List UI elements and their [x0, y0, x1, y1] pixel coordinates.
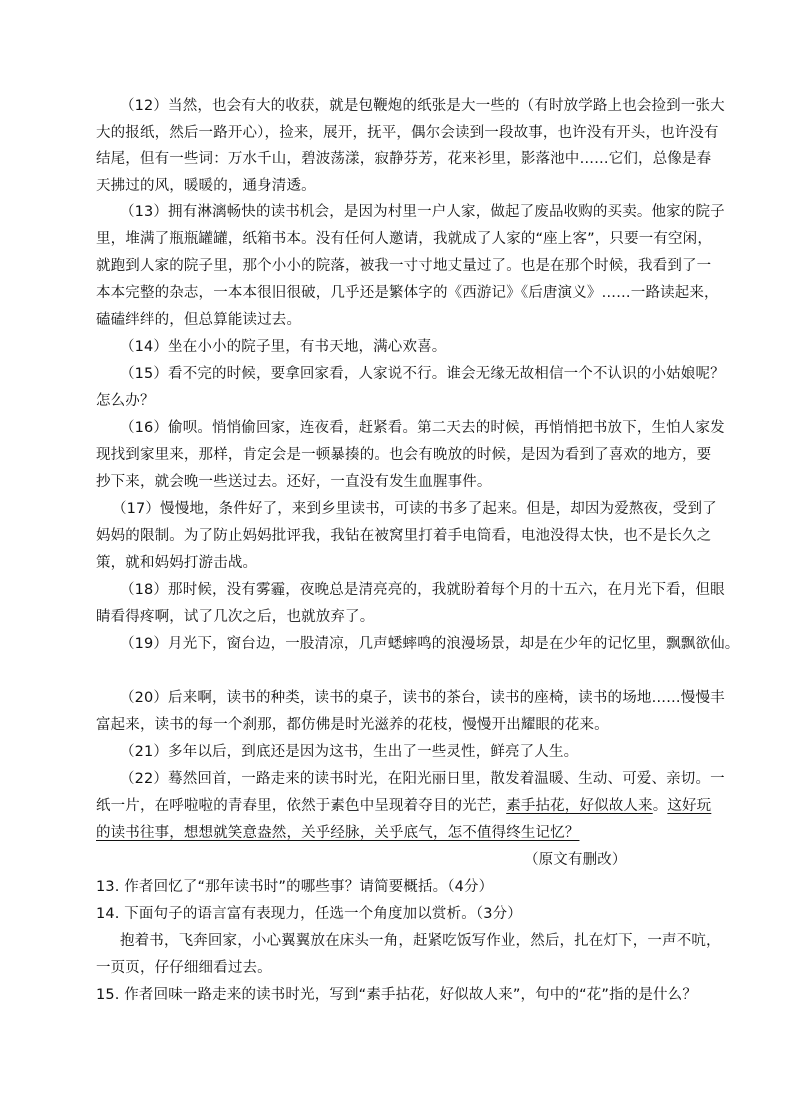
underlined-sentence-end: 的读书往事，想想就笑意盎然，关乎经脉，关乎底气，怎不值得终生记忆？: [96, 825, 580, 841]
paragraph-22-line-1: （22）蓦然回首，一路走来的读书时光，在阳光丽日里，散发着温暖、生动、可爱、亲切。一: [120, 771, 725, 787]
question-14-quote-line-1: 抱着书，飞奔回家，小心翼翼放在床头一角，赶紧吃饭写作业，然后，扎在灯下，一声不吭，: [120, 933, 721, 949]
source-note: （原文有删改）: [524, 852, 627, 868]
question-13: 13. 作者回忆了“那年读书时”的哪些事？请简要概括。（4分）: [96, 879, 494, 895]
paragraph-12-line-4: 天拂过的风，暖暖的，通身清透。: [96, 178, 316, 194]
underlined-sentence-start: 这好玩: [667, 798, 712, 814]
paragraph-13-line-4: 本本完整的杂志，一本本很旧很破，几乎还是繁体字的《西游记》《后唐演义》……一路读起来，: [96, 285, 719, 301]
paragraph-13-line-2: 里，堆满了瓶瓶罐罐，纸箱书本。没有任何人邀请，我就成了人家的“座上客”，只要一有空闲，: [96, 231, 712, 247]
question-14-quote-line-2: 一页页，仔仔细细看过去。: [96, 960, 272, 976]
paragraph-16-line-3: 抄下来，就会晚一些送过去。还好，一直没有发生血腥事件。: [96, 474, 492, 490]
paragraph-12-line-1: （12）当然，也会有大的收获，就是包鞭炮的纸张是大一些的（有时放学路上也会捡到一张大: [120, 98, 725, 114]
paragraph-20-line-2: 富起来，读书的每一个刹那，都仿佛是时光滋养的花枝，慢慢开出耀眼的花来。: [96, 717, 609, 733]
question-15: 15. 作者回味一路走来的读书时光，写到“素手拈花，好似故人来”，句中的“花”指的是什么？: [96, 987, 697, 1003]
paragraph-18-line-2: 睛看得疼啊，试了几次之后，也就放弃了。: [96, 609, 375, 625]
paragraph-16-line-2: 现找到家里来，那样，肯定会是一顿暴揍的。也会有晚放的时候，是因为看到了喜欢的地方，要: [96, 447, 712, 463]
paragraph-18-line-1: （18）那时候，没有雾霾，夜晚总是清亮亮的，我就盼着每个月的十五六，在月光下看，但眼: [120, 582, 725, 598]
paragraph-20-line-1: （20）后来啊，读书的种类，读书的桌子，读书的茶台，读书的座椅，读书的场地……慢慢丰: [120, 690, 725, 706]
paragraph-19: （19）月光下，窗台边，一股清凉，几声蟋蟀鸣的浪漫场景，却是在少年的记忆里，飘飘欲仙。: [120, 636, 740, 652]
underlined-quote-flower: 素手拈花，好似故人来: [506, 798, 653, 814]
paragraph-15-line-1: （15）看不完的时候，要拿回家看，人家说不行。谁会无缘无故相信一个不认识的小姑娘呢？: [120, 366, 725, 382]
paragraph-21: （21）多年以后，到底还是因为这书，生出了一些灵性，鲜亮了人生。: [120, 744, 579, 760]
paragraph-13-line-5: 磕磕绊绊的，但总算能读过去。: [96, 312, 302, 328]
paragraph-14: （14）坐在小小的院子里，有书天地，满心欢喜。: [120, 339, 447, 355]
paragraph-17-line-3: 策，就和妈妈打游击战。: [96, 555, 258, 571]
paragraph-12-line-3: 结尾，但有一些词：万水千山，碧波荡漾，寂静芬芳，花来衫里，影落池中……它们，总像是春: [96, 151, 712, 167]
paragraph-17-line-1: （17）慢慢地，条件好了，来到乡里读书，可读的书多了起来。但是，却因为爱熬夜，受到了: [112, 501, 717, 517]
paragraph-22-line-2: [96, 796, 711, 816]
question-14: 14. 下面句子的语言富有表现力，任选一个角度加以赏析。（3分）: [96, 906, 522, 922]
paragraph-13-line-1: （13）拥有淋漓畅快的读书机会，是因为村里一户人家，做起了废品收购的买卖。他家的院子: [120, 204, 725, 220]
paragraph-12-line-2: 大的报纸，然后一路开心），捡来，展开，抚平，偶尔会读到一段故事，也许没有开头，也许没有: [96, 125, 719, 141]
paragraph-15-line-2: 怎么办？: [96, 393, 155, 409]
paragraph-17-line-2: 妈妈的限制。为了防止妈妈批评我，我钻在被窝里打着手电筒看，电池没得太快，也不是长久之: [96, 528, 712, 544]
paragraph-13-line-3: 就跑到人家的院子里，那个小小的院落，被我一寸寸地丈量过了。也是在那个时候，我看到了一: [96, 258, 712, 274]
paragraph-22-line-2-text: 纸一片，在呼啦啦的青春里，依然于素色中呈现着夺目的光芒，: [96, 798, 507, 814]
paragraph-16-line-1: （16）偷呗。悄悄偷回家，连夜看，赶紧看。第二天去的时候，再悄悄把书放下，生怕人家发: [120, 420, 725, 436]
paragraph-22-period: 。: [652, 798, 668, 814]
